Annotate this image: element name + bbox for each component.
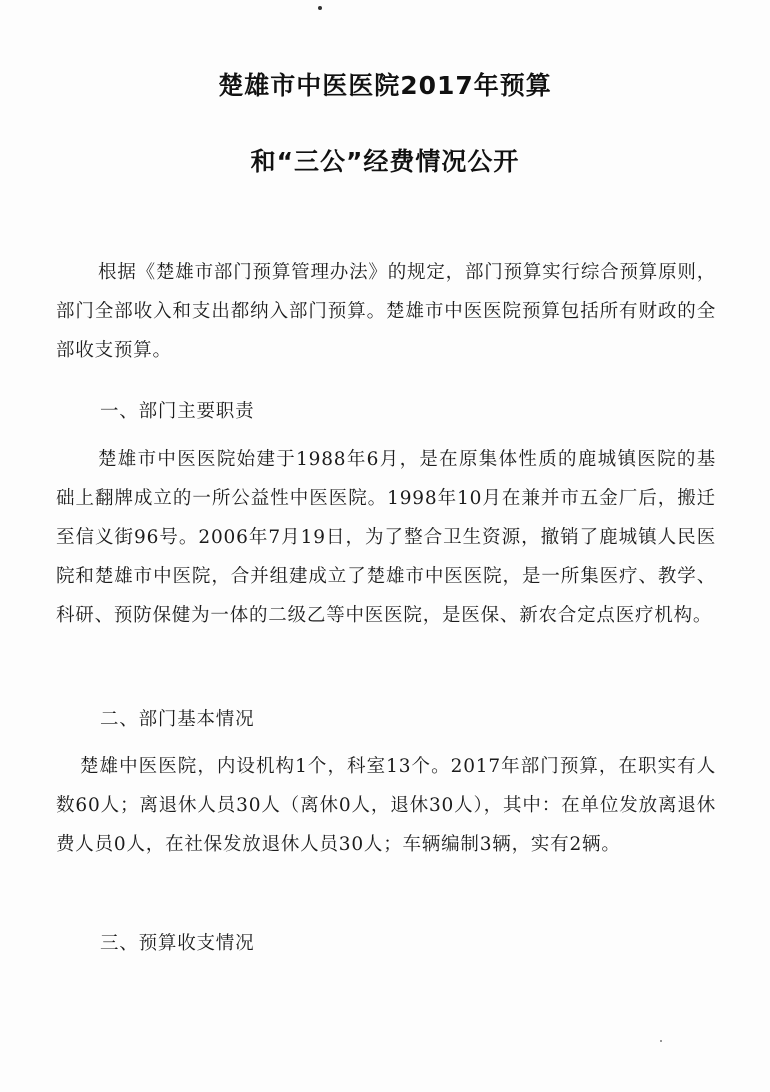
section-2-heading: 二、部门基本情况	[100, 709, 255, 730]
intro-paragraph: 根据《楚雄市部门预算管理办法》的规定，部门预算实行综合预算原则，部门全部收入和支出都纳入部门预算。楚雄市中医医院预算包括所有财政的全部收支预算。	[56, 262, 716, 361]
scan-speck	[660, 1040, 662, 1042]
section-2-paragraph: 楚雄中医医院，内设机构1个，科室13个。2017年部门预算，在职实有人数60人；离退休人员30人（离休0人，退休30人），其中：在单位发放离退休费人员0人，在社保发放退休人员30人；车辆编制3辆，实有2辆。	[56, 756, 716, 855]
document-title-line-2: 和“三公”经费情况公开	[250, 147, 520, 176]
section-1-heading: 一、部门主要职责	[100, 401, 255, 422]
document-title-line-1: 楚雄市中医医院2017年预算	[218, 71, 552, 100]
scan-speck	[318, 6, 322, 10]
section-1-paragraph: 楚雄市中医医院始建于1988年6月，是在原集体性质的鹿城镇医院的基础上翻牌成立的一所公益性中医医院。1998年10月在兼并市五金厂后，搬迁至信义街96号。2006年7月19日，为了整合卫生资源，撤销了鹿城镇人民医院和楚雄市中医院，合并组建成立了楚雄市中医医院，是一所集医疗、教学、科研、预防保健为一体的二级乙等中医医院，是医保、新农合定点医疗机构。	[56, 449, 716, 626]
section-3-heading: 三、预算收支情况	[100, 933, 255, 954]
